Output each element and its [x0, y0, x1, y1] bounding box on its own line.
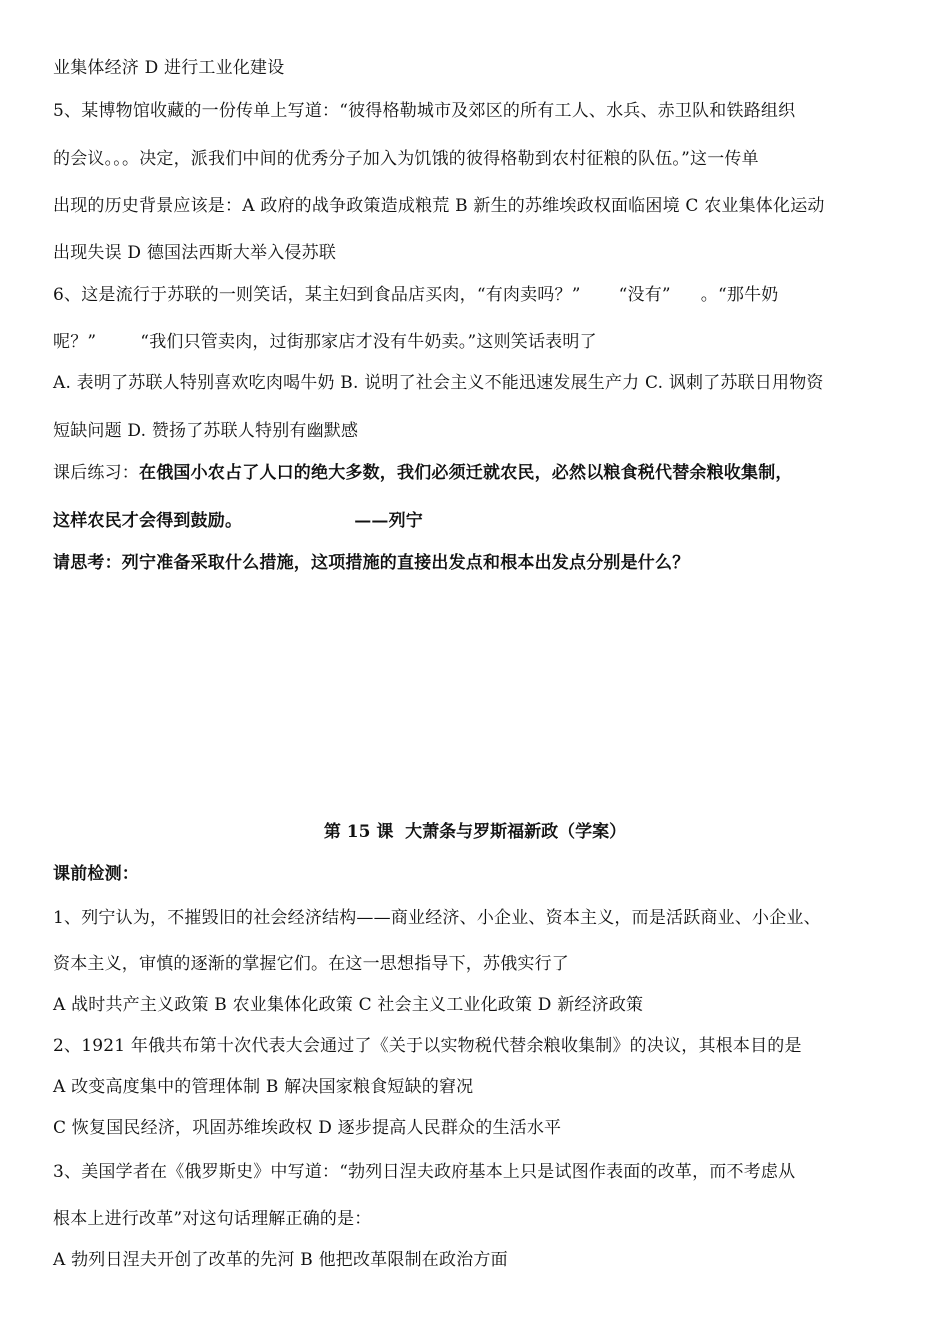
exercise-attribution: ——列宁 — [354, 511, 424, 531]
question-6-line-3: A. 表明了苏联人特别喜欢吃肉喝牛奶 B. 说明了社会主义不能迅速发展生产力 C. 讽刺了苏联日用物资 — [53, 373, 824, 393]
pre-question-1-options: A 战时共产主义政策 B 农业集体化政策 C 社会主义工业化政策 D 新经济政策 — [53, 995, 644, 1015]
exercise-line-1 — [53, 461, 793, 485]
text-line: 业集体经济 D 进行工业化建设 — [53, 58, 285, 78]
question-6-line-2 — [53, 330, 597, 354]
question-6-line-4: 短缺问题 D. 赞扬了苏联人特别有幽默感 — [53, 421, 359, 441]
question-5-line-1: 5、某博物馆收藏的一份传单上写道：“彼得格勒城市及郊区的所有工人、水兵、赤卫队和铁路组织 — [53, 101, 796, 121]
exercise-quote-1: 在俄国小农占了人口的绝大多数，我们必须迁就农民，必然以粮食税代替余粮收集制， — [139, 463, 793, 483]
pre-question-3-line-2: 根本上进行改革”对这句话理解正确的是： — [53, 1209, 372, 1229]
question-5-line-3: 出现的历史背景应该是：A 政府的战争政策造成粮荒 B 新生的苏维埃政权面临困境 C 农业集体化运动 — [53, 196, 825, 216]
pre-question-1-line-1: 1、列宁认为，不摧毁旧的社会经济结构——商业经济、小企业、资本主义，而是活跃商业、小企业、 — [53, 908, 821, 928]
exercise-line-2 — [53, 509, 423, 533]
pre-question-2-line-1: 2、1921 年俄共布第十次代表大会通过了《关于以实物税代替余粮收集制》的决议，其根本目的是 — [53, 1036, 802, 1056]
exercise-quote-2: 这样农民才会得到鼓励。 — [53, 511, 243, 531]
question-6-text-a: 6、这是流行于苏联的一则笑话，某主妇到食品店买肉，“有肉卖吗？” — [53, 285, 581, 305]
question-6-text-b: “没有” — [618, 285, 671, 305]
question-6-text-c: 。“那牛奶 — [700, 285, 779, 305]
exercise-question: 请思考：列宁准备采取什么措施，这项措施的直接出发点和根本出发点分别是什么？ — [53, 553, 690, 573]
question-5-line-2: 的会议。。。决定，派我们中间的优秀分子加入为饥饿的彼得格勒到农村征粮的队伍。”这一传单 — [53, 149, 759, 169]
question-6-text-d: 呢？” — [53, 332, 97, 352]
question-6-text-e: “我们只管卖肉，过街那家店才没有牛奶卖。”这则笑话表明了 — [140, 332, 597, 352]
pre-question-2-options-1: A 改变高度集中的管理体制 B 解决国家粮食短缺的窘况 — [53, 1077, 474, 1097]
pre-question-3-line-1: 3、美国学者在《俄罗斯史》中写道：“勃列日涅夫政府基本上只是试图作表面的改革，而不考虑从 — [53, 1162, 796, 1182]
question-6-line-1 — [53, 283, 779, 307]
section-heading: 课前检测： — [53, 864, 139, 884]
question-5-line-4: 出现失误 D 德国法西斯大举入侵苏联 — [53, 243, 337, 263]
pre-question-2-options-2: C 恢复国民经济，巩固苏维埃政权 D 逐步提高人民群众的生活水平 — [53, 1118, 562, 1138]
pre-question-1-line-2: 资本主义，审慎的逐渐的掌握它们。在这一思想指导下，苏俄实行了 — [53, 954, 569, 974]
exercise-label: 课后练习： — [53, 463, 139, 483]
lesson-title: 第 15 课 大萧条与罗斯福新政（学案） — [323, 822, 627, 842]
pre-question-3-options: A 勃列日涅夫开创了改革的先河 B 他把改革限制在政治方面 — [53, 1250, 508, 1270]
